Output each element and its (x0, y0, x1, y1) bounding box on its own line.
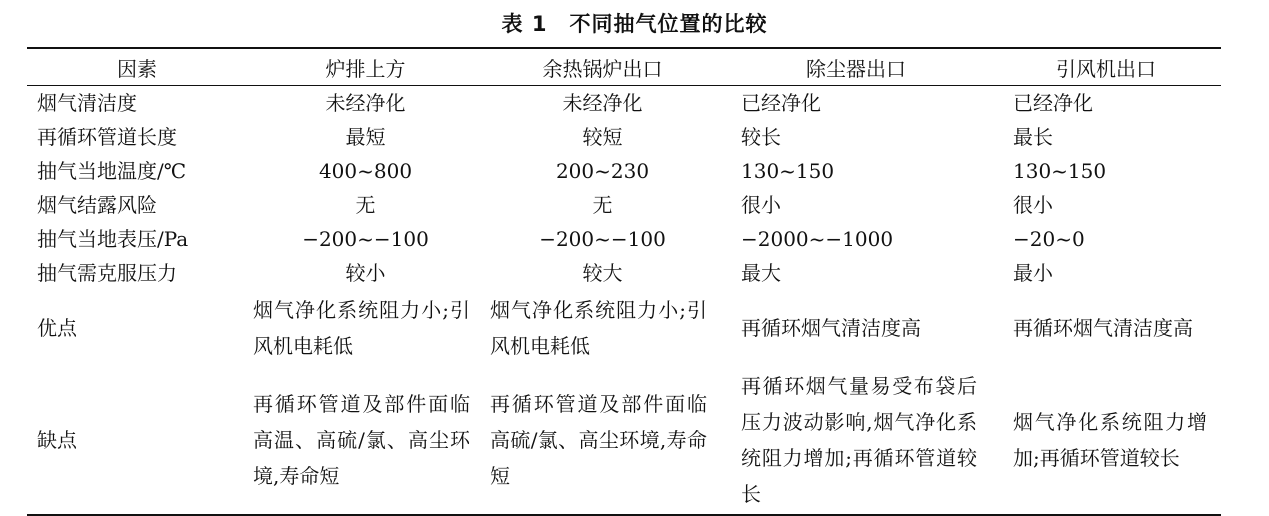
table-title: 不同抽气位置的比较 (569, 12, 768, 36)
header-above-grate: 炉排上方 (325, 56, 406, 81)
table-cell: 较小 (345, 261, 386, 285)
table-row (27, 222, 1221, 256)
row-label: 抽气当地温度/℃ (37, 159, 187, 183)
table-cell: 已经净化 (1013, 91, 1093, 115)
table-cell: −20~0 (1013, 227, 1085, 251)
table-row (27, 154, 1221, 188)
table-cell: 400~800 (318, 159, 413, 183)
row-label: 缺点 (37, 428, 77, 452)
table-cell: −2000~−1000 (741, 227, 894, 251)
header-dust-collector-outlet: 除尘器出口 (806, 56, 906, 81)
table-cell: 烟气净化系统阻力小;引风机电耗低 (253, 298, 470, 358)
comparison-table (27, 47, 1221, 516)
table-cell: 较长 (741, 125, 781, 149)
table-cell: 200~230 (555, 159, 650, 183)
table-cell: −200~−100 (302, 227, 429, 251)
table-cell: 最长 (1013, 125, 1053, 149)
table-cell: 未经净化 (325, 91, 406, 115)
table-cell: 无 (355, 193, 376, 217)
table-number: 表 1 (501, 12, 548, 36)
table-cell: 再循环烟气量易受布袋后压力波动影响,烟气净化系统阻力增加;再循环管道较长 (741, 374, 977, 506)
table-cell: 较短 (582, 125, 623, 149)
table-cell: 再循环烟气清洁度高 (741, 316, 921, 340)
table-cell: 130~150 (1013, 159, 1107, 183)
row-label: 优点 (37, 316, 77, 340)
row-label: 烟气结露风险 (37, 193, 157, 217)
table-cell: 烟气净化系统阻力小;引风机电耗低 (490, 298, 707, 358)
header-fan-outlet: 引风机出口 (1056, 56, 1156, 81)
table-cell: 已经净化 (741, 91, 821, 115)
table-cell: 130~150 (741, 159, 835, 183)
table-row (27, 256, 1221, 290)
table-caption (0, 8, 1269, 38)
row-label: 再循环管道长度 (37, 125, 177, 149)
row-label: 抽气需克服压力 (37, 261, 177, 285)
table-cell: 再循环管道及部件面临高硫/氯、高尘环境,寿命短 (490, 392, 707, 488)
row-label: 烟气清洁度 (37, 91, 137, 115)
table-cell: 最小 (1013, 261, 1053, 285)
table-cell: −200~−100 (539, 227, 666, 251)
table-cell: 再循环管道及部件面临高温、高硫/氯、高尘环境,寿命短 (253, 392, 470, 488)
table-cell: 再循环烟气清洁度高 (1013, 316, 1193, 340)
table-cell: 无 (592, 193, 613, 217)
table-row (27, 188, 1221, 222)
table-cell: 未经净化 (562, 91, 643, 115)
table-row (27, 290, 1221, 366)
table-cell: 最短 (345, 125, 386, 149)
table-cell: 很小 (741, 193, 781, 217)
table-row (27, 120, 1221, 154)
table-row (27, 86, 1221, 121)
header-factor: 因素 (117, 56, 157, 81)
row-label: 抽气当地表压/Pa (37, 227, 189, 251)
table-row (27, 366, 1221, 515)
table-cell: 最大 (741, 261, 781, 285)
header-boiler-outlet: 余热锅炉出口 (542, 56, 663, 81)
table-cell: 烟气净化系统阻力增加;再循环管道较长 (1013, 410, 1207, 470)
table-cell: 较大 (582, 261, 623, 285)
header-row (27, 48, 1221, 86)
table-cell: 很小 (1013, 193, 1053, 217)
